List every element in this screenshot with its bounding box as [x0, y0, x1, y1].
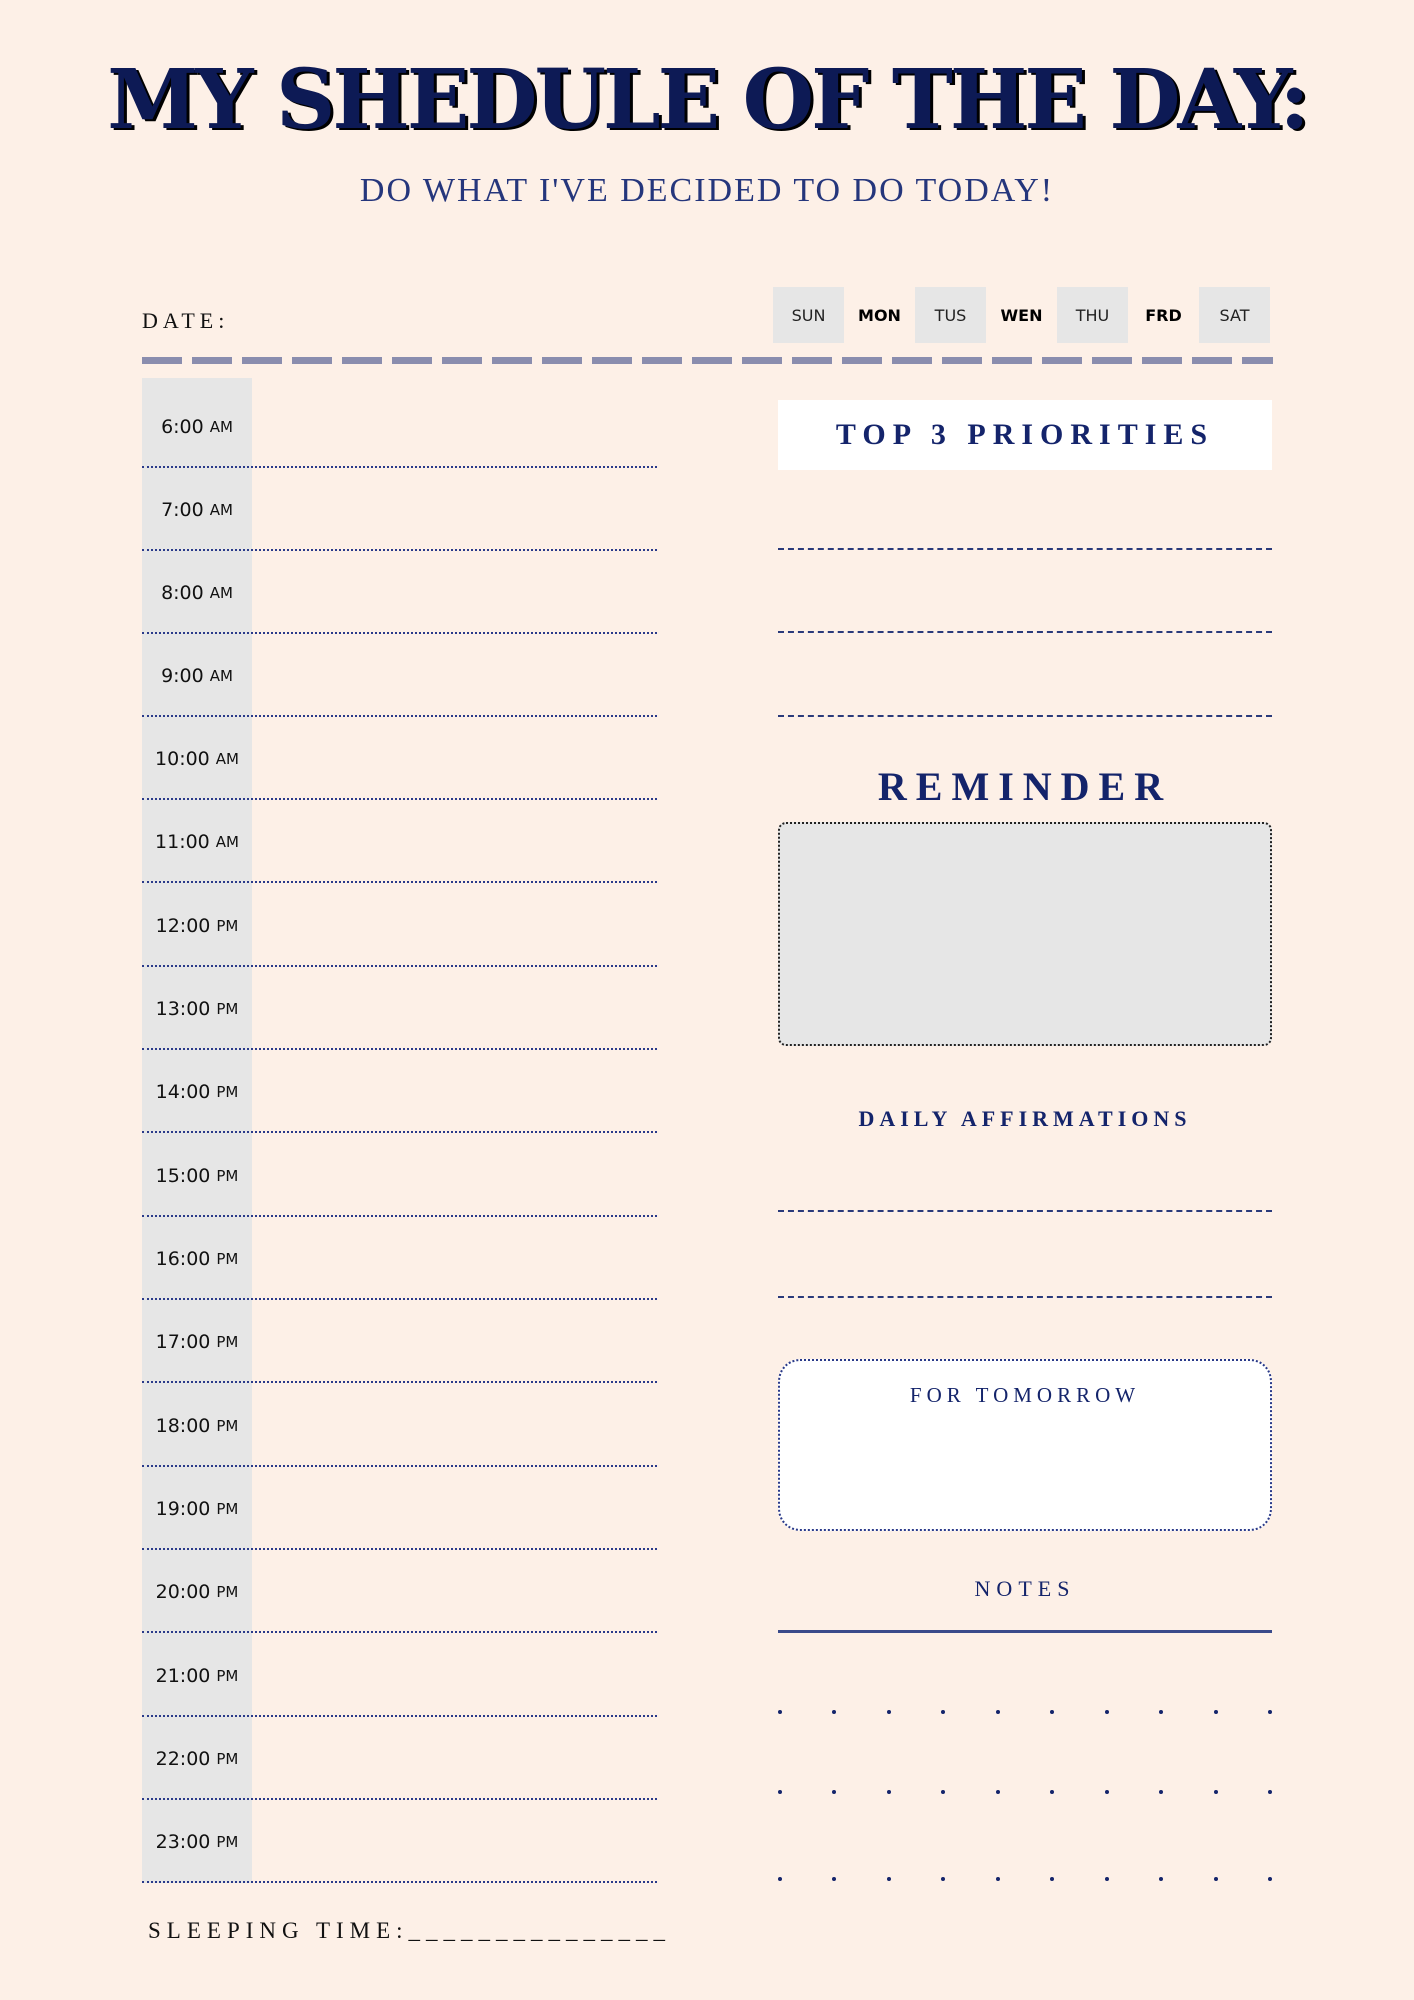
note-dot [832, 1710, 836, 1714]
note-dot [996, 1710, 1000, 1714]
note-dot [941, 1710, 945, 1714]
time-value: 13:00 [155, 997, 211, 1020]
note-dot [887, 1710, 891, 1714]
priority-line-1[interactable] [778, 548, 1272, 550]
affirmations-heading: DAILY AFFIRMATIONS [858, 1106, 1192, 1131]
schedule-row[interactable] [142, 1134, 657, 1217]
header-divider [142, 357, 1273, 364]
schedule-row[interactable] [142, 1050, 657, 1133]
time-value: 17:00 [155, 1330, 211, 1353]
schedule-row[interactable] [142, 551, 657, 634]
sleeping-time-field[interactable]: SLEEPING TIME:_______________ [148, 1918, 672, 1943]
note-dot [1214, 1710, 1218, 1714]
schedule-row[interactable] [142, 1634, 657, 1717]
schedule-row[interactable] [142, 1800, 657, 1883]
note-dot [1050, 1790, 1054, 1794]
time-suffix: AM [209, 583, 233, 602]
tomorrow-box[interactable] [778, 1359, 1272, 1531]
slot-time [142, 800, 252, 883]
note-dot [1050, 1710, 1054, 1714]
note-dot [887, 1790, 891, 1794]
time-suffix: PM [216, 1416, 239, 1435]
time-value: 14:00 [155, 1080, 211, 1103]
note-dot [941, 1877, 945, 1881]
time-suffix: AM [209, 500, 233, 519]
reminder-box[interactable] [778, 822, 1272, 1046]
note-dot [832, 1877, 836, 1881]
time-value: 6:00 [161, 415, 204, 438]
time-value: 8:00 [161, 581, 204, 604]
note-dot [996, 1790, 1000, 1794]
page-title: MY SHEDULE OF THE DAY: [107, 52, 1307, 148]
note-dot [1159, 1790, 1163, 1794]
slot-time [142, 717, 252, 800]
day-sat[interactable]: SAT [1199, 287, 1270, 343]
schedule-row[interactable] [142, 717, 657, 800]
day-sun[interactable]: SUN [773, 287, 844, 343]
note-dot [778, 1790, 782, 1794]
schedule-row[interactable] [142, 1217, 657, 1300]
schedule-row[interactable] [142, 1384, 657, 1467]
time-value: 22:00 [155, 1747, 211, 1770]
note-dot [832, 1790, 836, 1794]
time-suffix: AM [209, 417, 233, 436]
note-dot [1105, 1710, 1109, 1714]
day-thu[interactable]: THU [1057, 287, 1128, 343]
time-suffix: PM [216, 1249, 239, 1268]
time-value: 18:00 [155, 1414, 211, 1437]
time-value: 10:00 [155, 747, 210, 770]
time-suffix: PM [216, 1166, 239, 1185]
note-dot [887, 1877, 891, 1881]
time-suffix: PM [216, 916, 239, 935]
time-value: 20:00 [155, 1580, 211, 1603]
reminder-heading: REMINDER [877, 764, 1173, 809]
time-value: 12:00 [155, 914, 211, 937]
notes-dot-row[interactable] [778, 1710, 1272, 1714]
slot-time [142, 1550, 252, 1633]
time-suffix: AM [215, 749, 239, 768]
schedule-row[interactable] [142, 468, 657, 551]
tomorrow-heading: FOR TOMORROW [909, 1383, 1141, 1407]
priority-line-3[interactable] [778, 715, 1272, 717]
time-suffix: PM [216, 1582, 239, 1601]
notes-divider [778, 1630, 1272, 1633]
notes-dot-row[interactable] [778, 1790, 1272, 1794]
schedule-row[interactable] [142, 634, 657, 717]
schedule-row[interactable] [142, 1717, 657, 1800]
note-dot [941, 1790, 945, 1794]
note-dot [1214, 1877, 1218, 1881]
priority-line-2[interactable] [778, 631, 1272, 633]
time-suffix: PM [216, 1832, 239, 1851]
time-suffix: AM [209, 666, 233, 685]
day-wed[interactable]: WEN [1000, 305, 1043, 325]
slot-time [142, 1384, 252, 1467]
notes-heading: NOTES [974, 1576, 1076, 1601]
slot-time [142, 1717, 252, 1800]
note-dot [996, 1877, 1000, 1881]
slot-time [142, 1634, 252, 1717]
note-dot [1268, 1790, 1272, 1794]
slot-time [142, 551, 252, 634]
time-suffix: AM [215, 832, 239, 851]
note-dot [778, 1710, 782, 1714]
time-value: 11:00 [155, 830, 210, 853]
note-dot [1159, 1877, 1163, 1881]
slot-time [142, 1134, 252, 1217]
note-dot [1268, 1710, 1272, 1714]
time-value: 16:00 [155, 1247, 211, 1270]
note-dot [1268, 1877, 1272, 1881]
affirmation-line-1[interactable] [778, 1210, 1272, 1212]
slot-time [142, 967, 252, 1050]
time-value: 7:00 [161, 498, 204, 521]
slot-time [142, 1217, 252, 1300]
notes-dot-row[interactable] [778, 1877, 1272, 1881]
schedule-row[interactable] [142, 1550, 657, 1633]
time-suffix: PM [216, 1332, 239, 1351]
note-dot [1105, 1790, 1109, 1794]
slot-time [142, 1467, 252, 1550]
priorities-heading: TOP 3 PRIORITIES [778, 400, 1272, 470]
day-mon[interactable]: MON [858, 305, 901, 325]
slot-time [142, 884, 252, 967]
slot-time [142, 468, 252, 551]
time-value: 19:00 [155, 1497, 211, 1520]
note-dot [778, 1877, 782, 1881]
time-suffix: PM [216, 1499, 239, 1518]
note-dot [1214, 1790, 1218, 1794]
slot-time [142, 1050, 252, 1133]
time-value: 21:00 [155, 1664, 211, 1687]
time-suffix: PM [216, 999, 239, 1018]
date-label: DATE: [142, 308, 230, 333]
schedule-row[interactable] [142, 884, 657, 967]
affirmation-line-2[interactable] [778, 1296, 1272, 1298]
day-fri[interactable]: FRD [1145, 305, 1182, 325]
day-selector [773, 287, 1270, 343]
time-suffix: PM [216, 1666, 239, 1685]
time-value: 9:00 [161, 664, 204, 687]
schedule-row[interactable] [142, 385, 657, 468]
note-dot [1159, 1710, 1163, 1714]
time-value: 15:00 [155, 1164, 211, 1187]
note-dot [1105, 1877, 1109, 1881]
page-subtitle: DO WHAT I'VE DECIDED TO DO TODAY! [359, 172, 1055, 209]
slot-time [142, 1800, 252, 1883]
schedule-row[interactable] [142, 967, 657, 1050]
time-suffix: PM [216, 1749, 239, 1768]
schedule-row[interactable] [142, 1467, 657, 1550]
day-tue[interactable]: TUS [915, 287, 986, 343]
note-dot [1050, 1877, 1054, 1881]
slot-time [142, 634, 252, 717]
slot-time [142, 385, 252, 468]
schedule-row[interactable] [142, 800, 657, 883]
time-value: 23:00 [155, 1830, 211, 1853]
schedule-row[interactable] [142, 1300, 657, 1383]
time-suffix: PM [216, 1082, 239, 1101]
slot-time [142, 1300, 252, 1383]
